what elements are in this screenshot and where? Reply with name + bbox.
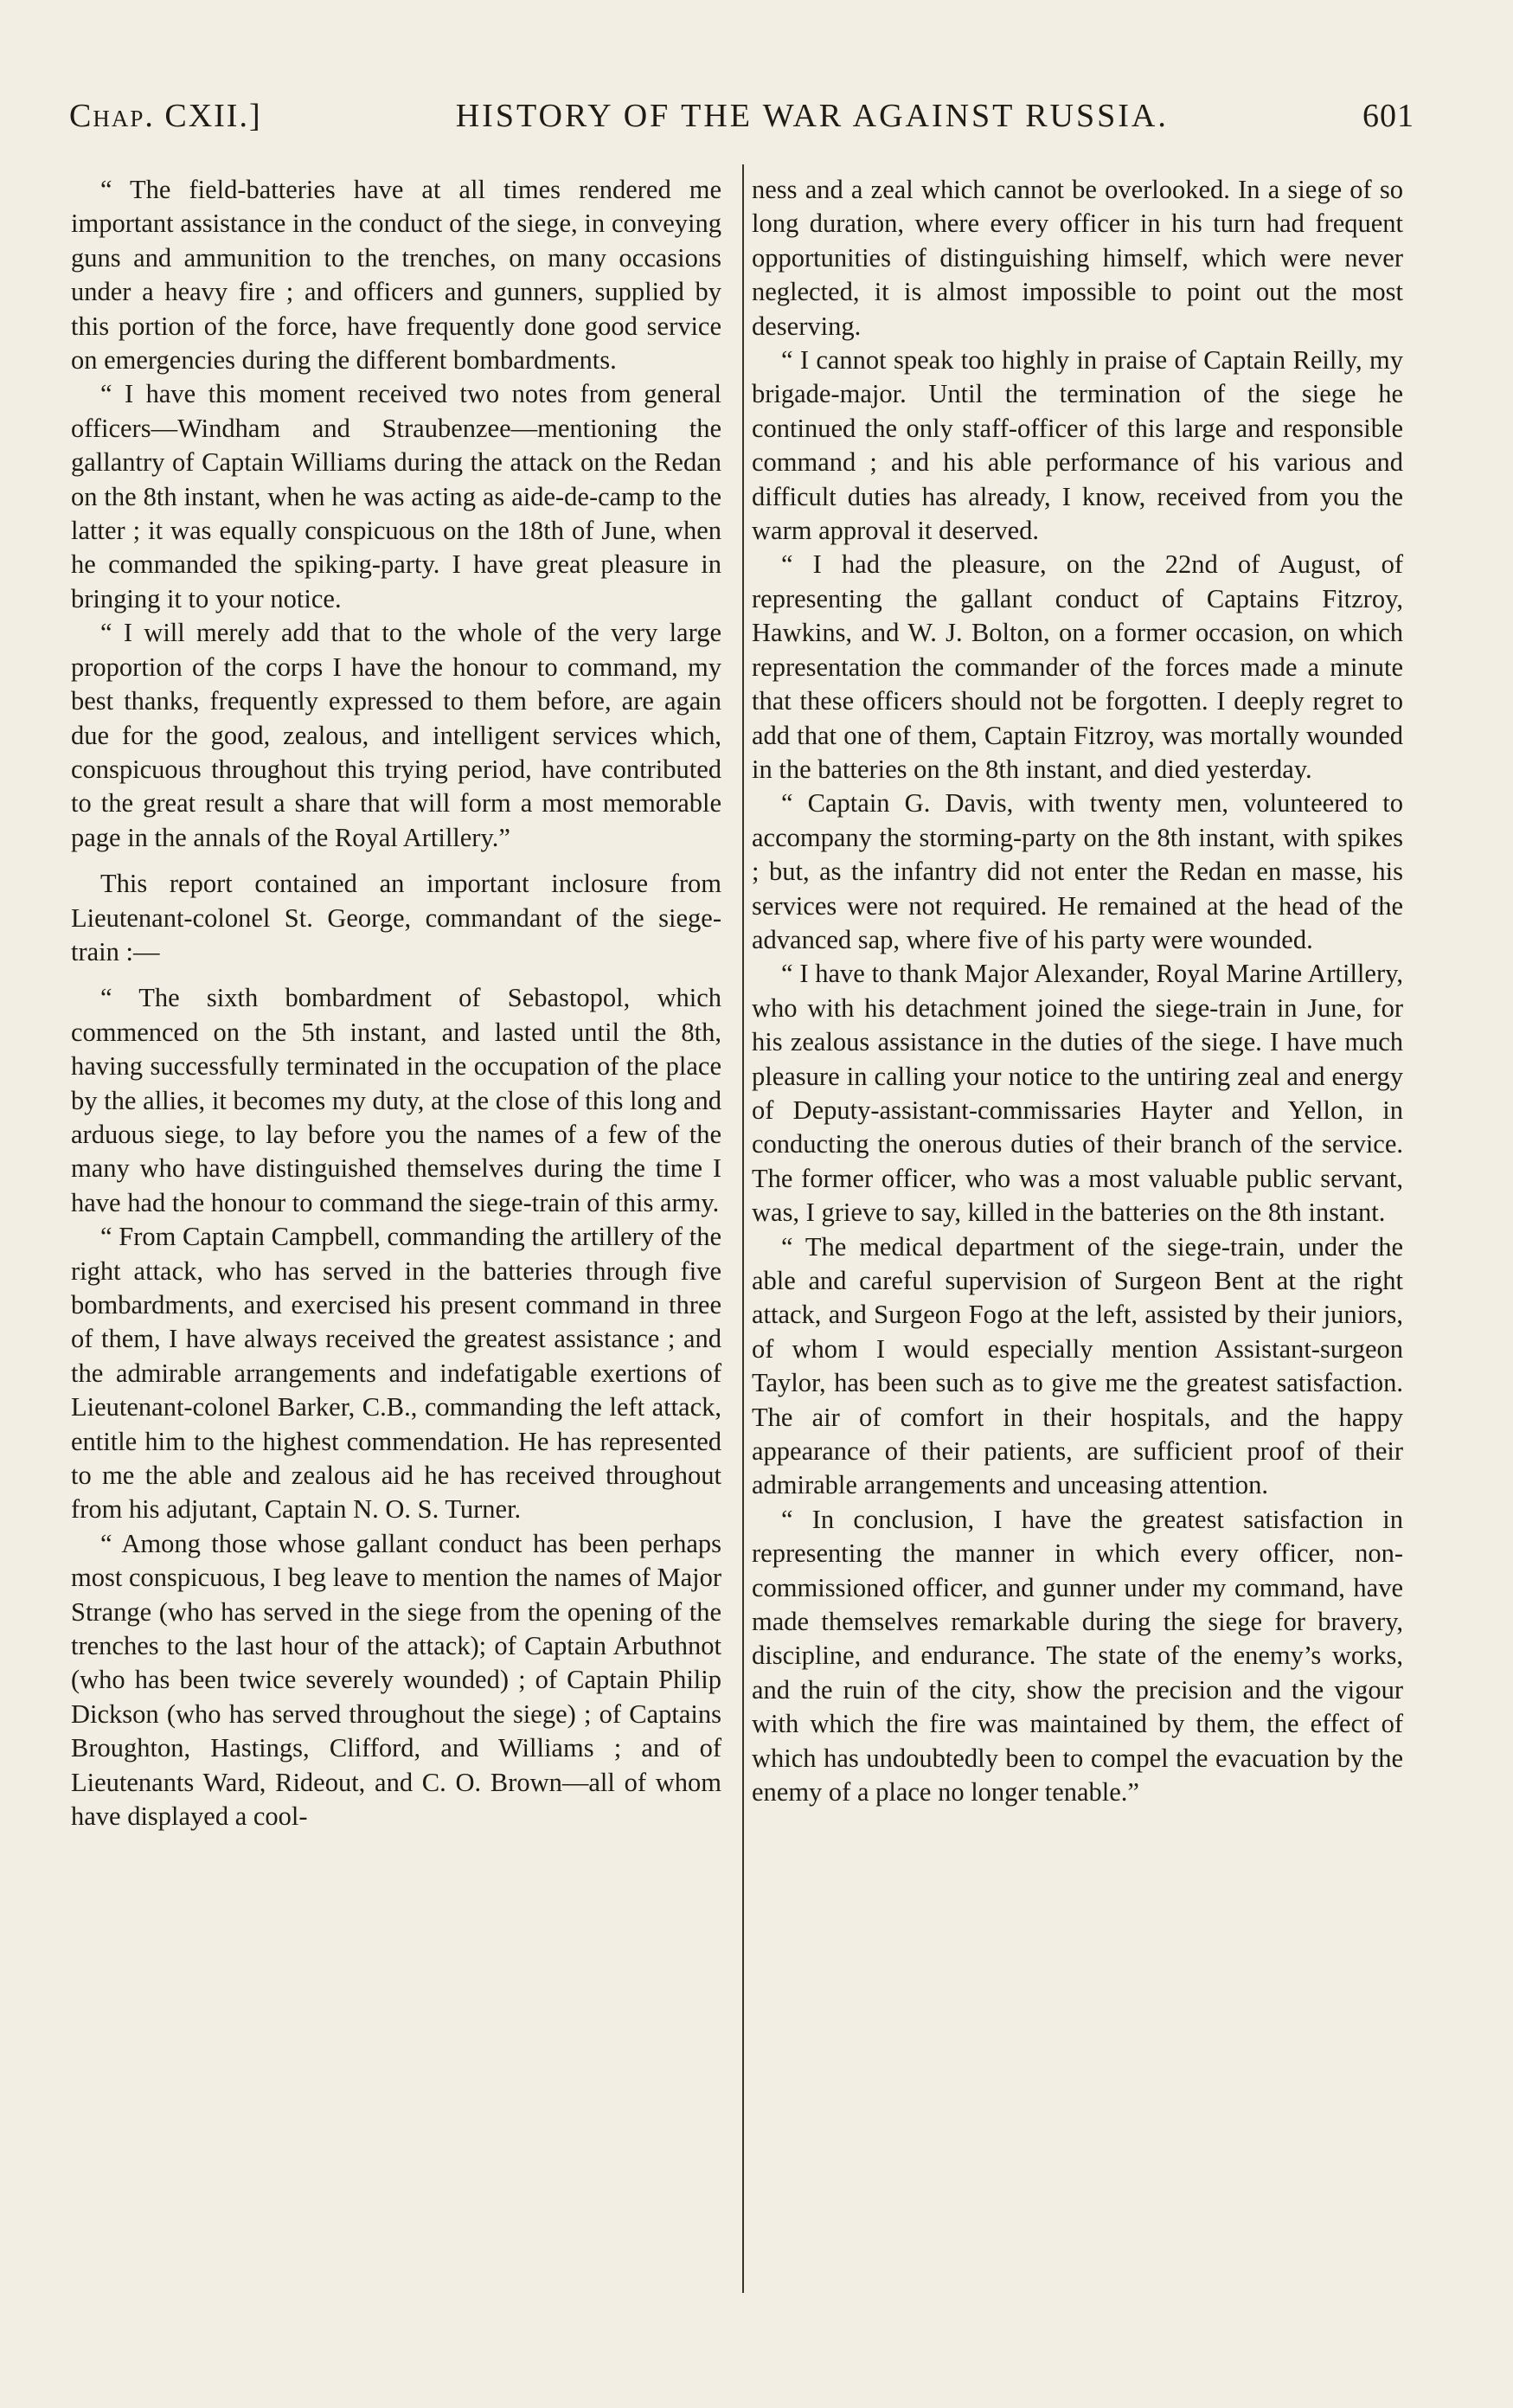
running-header bbox=[69, 97, 1414, 140]
paragraph: ness and a zeal which cannot be overlooked. In a siege of so long duration, where every officer in his turn had frequent opportunities of distinguishing himself, which were never neglected, it is almost impossible to point out the most deserving. bbox=[752, 175, 1403, 341]
chapter-label: Chap. CXII.] bbox=[69, 98, 262, 134]
paragraph: “ The sixth bombardment of Sebastopol, which commenced on the 5th instant, and lasted until the 8th, having successfully terminated in the occupation of the place by the allies, it becomes my duty, at the close of this long and arduous siege, to lay before you the names of a few of the many who have distinguished themselves during the time I have had the honour to command the siege-train of this army. bbox=[71, 983, 721, 1217]
column-divider bbox=[742, 164, 744, 2293]
paragraph: “ The field-batteries have at all times rendered me important assistance in the conduct of the siege, in conveying guns and ammunition to the trenches, on many occasions under a heavy fire ; and officers and gunners, supplied by this portion of the force, have frequently done good service on emergencies during the different bombardments. bbox=[71, 175, 721, 376]
paragraph: “ In conclusion, I have the greatest satisfaction in representing the manner in which every officer, non-commissioned officer, and gunner under my command, have made themselves remarkable during the siege for bravery, discipline, and endurance. The state of the enemy’s works, and the ruin of the city, show the precision and the vigour with which the fire was maintained by them, the effect of which has undoubtedly been to compel the evacuation by the enemy of a place no longer tenable.” bbox=[752, 1504, 1403, 1808]
paragraph: “ Captain G. Davis, with twenty men, volunteered to accompany the storming-party on the 8th instant, with spikes ; but, as the infantry did not enter the Redan en masse, his services were not required. He remained at the head of the advanced sap, where five of his party were wounded. bbox=[752, 788, 1403, 954]
paragraph: “ From Captain Campbell, commanding the artillery of the right attack, who has served in the batteries through five bombardments, and exercised his present command in three of them, I have always received the greatest assistance ; and the admirable arrangements and indefatigable exertions of Lieutenant-colonel Barker, C.B., commanding the left attack, entitle him to the highest commendation. He has represented to me the able and zealous aid he has received throughout from his adjutant, Captain N. O. S. Turner. bbox=[71, 1222, 721, 1525]
left-column bbox=[71, 173, 721, 2336]
paragraph: “ I have this moment received two notes from general officers—Windham and Straubenzee—mentioning the gallantry of Captain Williams during the attack on the Redan on the 8th instant, when he was acting as aide-de-camp to the latter ; it was equally conspicuous on the 18th of June, when he commanded the spiking-party. I have great pleasure in bringing it to your notice. bbox=[71, 379, 721, 613]
running-title: HISTORY OF THE WAR AGAINST RUSSIA. bbox=[455, 98, 1169, 134]
page-number: 601 bbox=[1362, 98, 1414, 134]
paragraph: “ The medical department of the siege-train, under the able and careful supervision of Surgeon Bent at the right attack, and Surgeon Fogo at the left, assisted by their juniors, of whom I would especially mention Assistant-surgeon Taylor, has been such as to give me the greatest satisfaction. The air of comfort in their hospitals, and the happy appearance of their patients, are sufficient proof of their admirable arrangements and unceasing attention. bbox=[752, 1231, 1403, 1500]
paragraph: “ I have to thank Major Alexander, Royal Marine Artillery, who with his detachment joined the siege-train in June, for his zealous assistance in the duties of the siege. I have much pleasure in calling your notice to the untiring zeal and energy of Deputy-assistant-commissaries Hayter and Yellon, in conducting the onerous duties of their branch of the service. The former officer, who was a most valuable public servant, was, I grieve to say, killed in the batteries on the 8th instant. bbox=[752, 959, 1403, 1228]
paragraph: “ Among those whose gallant conduct has been perhaps most conspicuous, I beg leave to mention the names of Major Strange (who has served in the siege from the opening of the trenches to the last hour of the attack); of Captain Arbuthnot (who has been twice severely wounded) ; of Captain Philip Dickson (who has served throughout the siege) ; of Captains Broughton, Hastings, Clifford, and Williams ; and of Lieutenants Ward, Rideout, and C. O. Brown—all of whom have displayed a cool- bbox=[71, 1528, 721, 1832]
right-column bbox=[752, 173, 1403, 2336]
paragraph: This report contained an important inclosure from Lieutenant-colonel St. George, commandant of the siege-train :— bbox=[71, 869, 721, 966]
paragraph: “ I had the pleasure, on the 22nd of August, of representing the gallant conduct of Captains Fitzroy, Hawkins, and W. J. Bolton, on a former occasion, on which representation the commander of the forces made a minute that these officers should not be forgotten. I deeply regret to add that one of them, Captain Fitzroy, was mortally wounded in the batteries on the 8th instant, and died yesterday. bbox=[752, 549, 1403, 784]
paragraph: “ I cannot speak too highly in praise of Captain Reilly, my brigade-major. Until the termination of the siege he continued the only staff-officer of this large and responsible command ; and his able performance of his various and difficult duties has already, I know, received from you the warm approval it deserved. bbox=[752, 345, 1403, 546]
paragraph: “ I will merely add that to the whole of the very large proportion of the corps I have the honour to command, my best thanks, frequently expressed to them before, are again due for the good, zealous, and intelligent services which, conspicuous throughout this trying period, have contributed to the great result a share that will form a most memorable page in the annals of the Royal Artillery.” bbox=[71, 618, 721, 852]
